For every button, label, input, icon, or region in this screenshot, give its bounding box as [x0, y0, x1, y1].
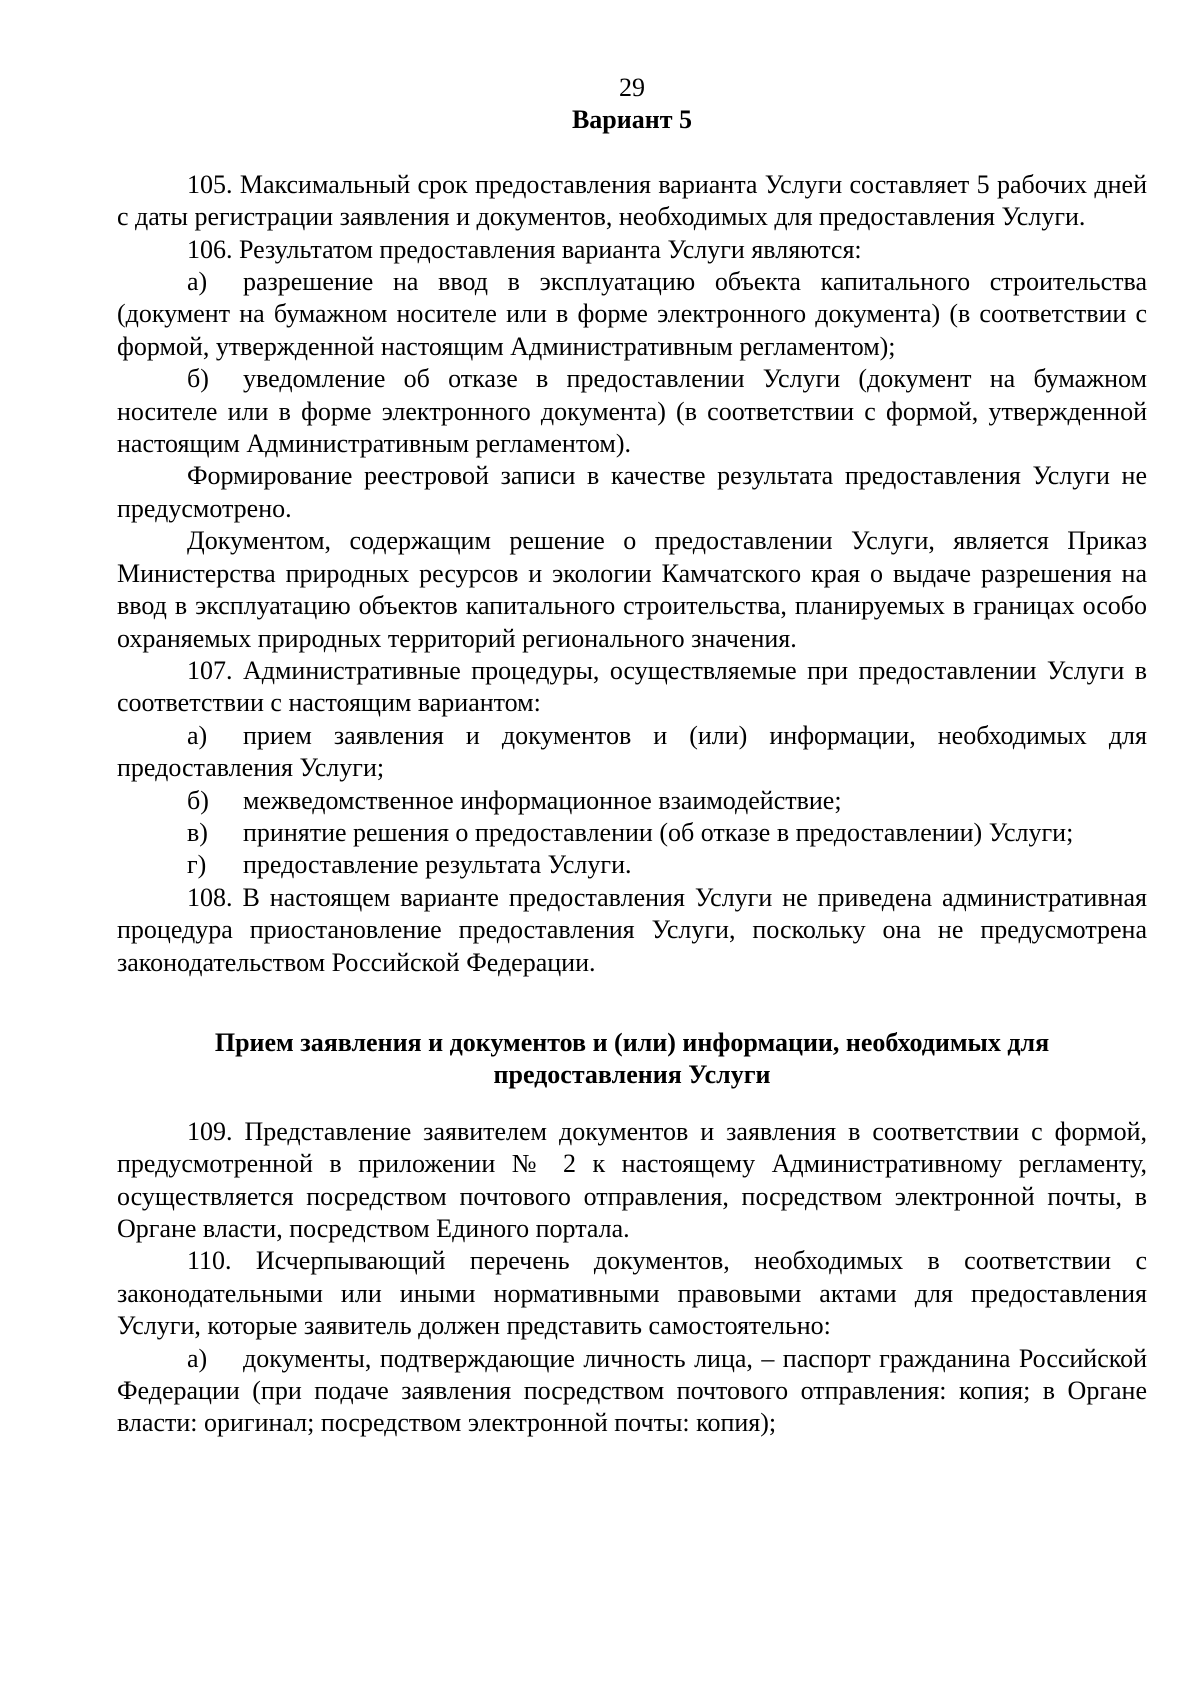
paragraph-108: 108. В настоящем варианте предоставления Услуги не приведена административная процедура приостановление предоставления Услуги, поскольку она не предусмотрена законодательством Российской Федерации. [117, 882, 1147, 977]
list-item [117, 817, 1147, 849]
list-item-text: принятие решения о предоставлении (об отказе в предоставлении) Услуги; [243, 817, 1074, 847]
list-item [117, 849, 1147, 881]
list-item-text: разрешение на ввод в эксплуатацию объекта капитального строительства (документ на бумажном носителе или в форме электронного документа) (в соответствии с формой, утвержденной настоящим Административным регламентом); [117, 267, 1147, 361]
list-item [117, 363, 1147, 460]
list-item [117, 1343, 1147, 1440]
list-marker: а) [187, 267, 208, 297]
text-block-1 [117, 169, 1147, 979]
paragraph-decision-document: Документом, содержащим решение о предоставлении Услуги, является Приказ Министерства природных ресурсов и экологии Камчатского края о выдаче разрешения на ввод в эксплуатацию объектов капитального строительства, планируемых в границах особо охраняемых природных территорий регионального значения. [117, 526, 1147, 653]
list-marker: а) [187, 720, 208, 750]
spacer [117, 1092, 1147, 1116]
document-page [117, 72, 1147, 1440]
list-marker: г) [187, 850, 207, 880]
variant-title: Вариант 5 [571, 105, 693, 135]
list-marker: а) [187, 1343, 208, 1373]
spacer [117, 137, 1147, 169]
paragraph-109: 109. Представление заявителем документов и заявления в соответствии с формой, предусмотренной в приложении № 2 к настоящему Административному регламенту, осуществляется посредством почтового отправления, посредством электронной почты, в Органе власти, посредством Единого портала. [117, 1116, 1147, 1243]
paragraph-105: 105. Максимальный срок предоставления варианта Услуги составляет 5 рабочих дней с даты регистрации заявления и документов, необходимых для предоставления Услуги. [117, 169, 1147, 232]
paragraph-registry: Формирование реестровой записи в качестве результата предоставления Услуги не предусмотрено. [117, 461, 1147, 523]
list-item [117, 785, 1147, 817]
list-item-text: межведомственное информационное взаимодействие; [243, 785, 842, 815]
paragraph-110: 110. Исчерпывающий перечень документов, необходимых в соответствии с законодательными или иными нормативными правовыми актами для предоставления Услуги, которые заявитель должен представить самостоятельно: [117, 1246, 1147, 1341]
list-item-text: прием заявления и документов и (или) информации, необходимых для предоставления Услуги; [117, 720, 1147, 783]
list-marker: б) [187, 785, 209, 815]
list-marker: б) [187, 364, 209, 394]
list-item [117, 720, 1147, 785]
page-number: 29 [619, 73, 645, 102]
spacer [117, 979, 1147, 1027]
text-block-2 [117, 1116, 1147, 1440]
paragraph-106: 106. Результатом предоставления варианта Услуги являются: [187, 234, 862, 264]
list-item [117, 266, 1147, 363]
list-item-text: уведомление об отказе в предоставлении Услуги (документ на бумажном носителе или в форме электронного документа) (в соответствии с формой, утвержденной настоящим Административным регламентом). [117, 364, 1147, 459]
section-heading: Прием заявления и документов и (или) информации, необходимых для предоставления Услуги [214, 1027, 1050, 1090]
paragraph-107: 107. Административные процедуры, осуществляемые при предоставлении Услуги в соответствии с настоящим вариантом: [117, 655, 1147, 718]
list-marker: в) [187, 817, 208, 847]
list-item-text: предоставление результата Услуги. [243, 850, 632, 880]
list-item-text: документы, подтверждающие личность лица, – паспорт гражданина Российской Федерации (при подаче заявления посредством почтового отправления: копия; в Органе власти: оригинал; посредством электронной почты: копия); [117, 1343, 1147, 1438]
